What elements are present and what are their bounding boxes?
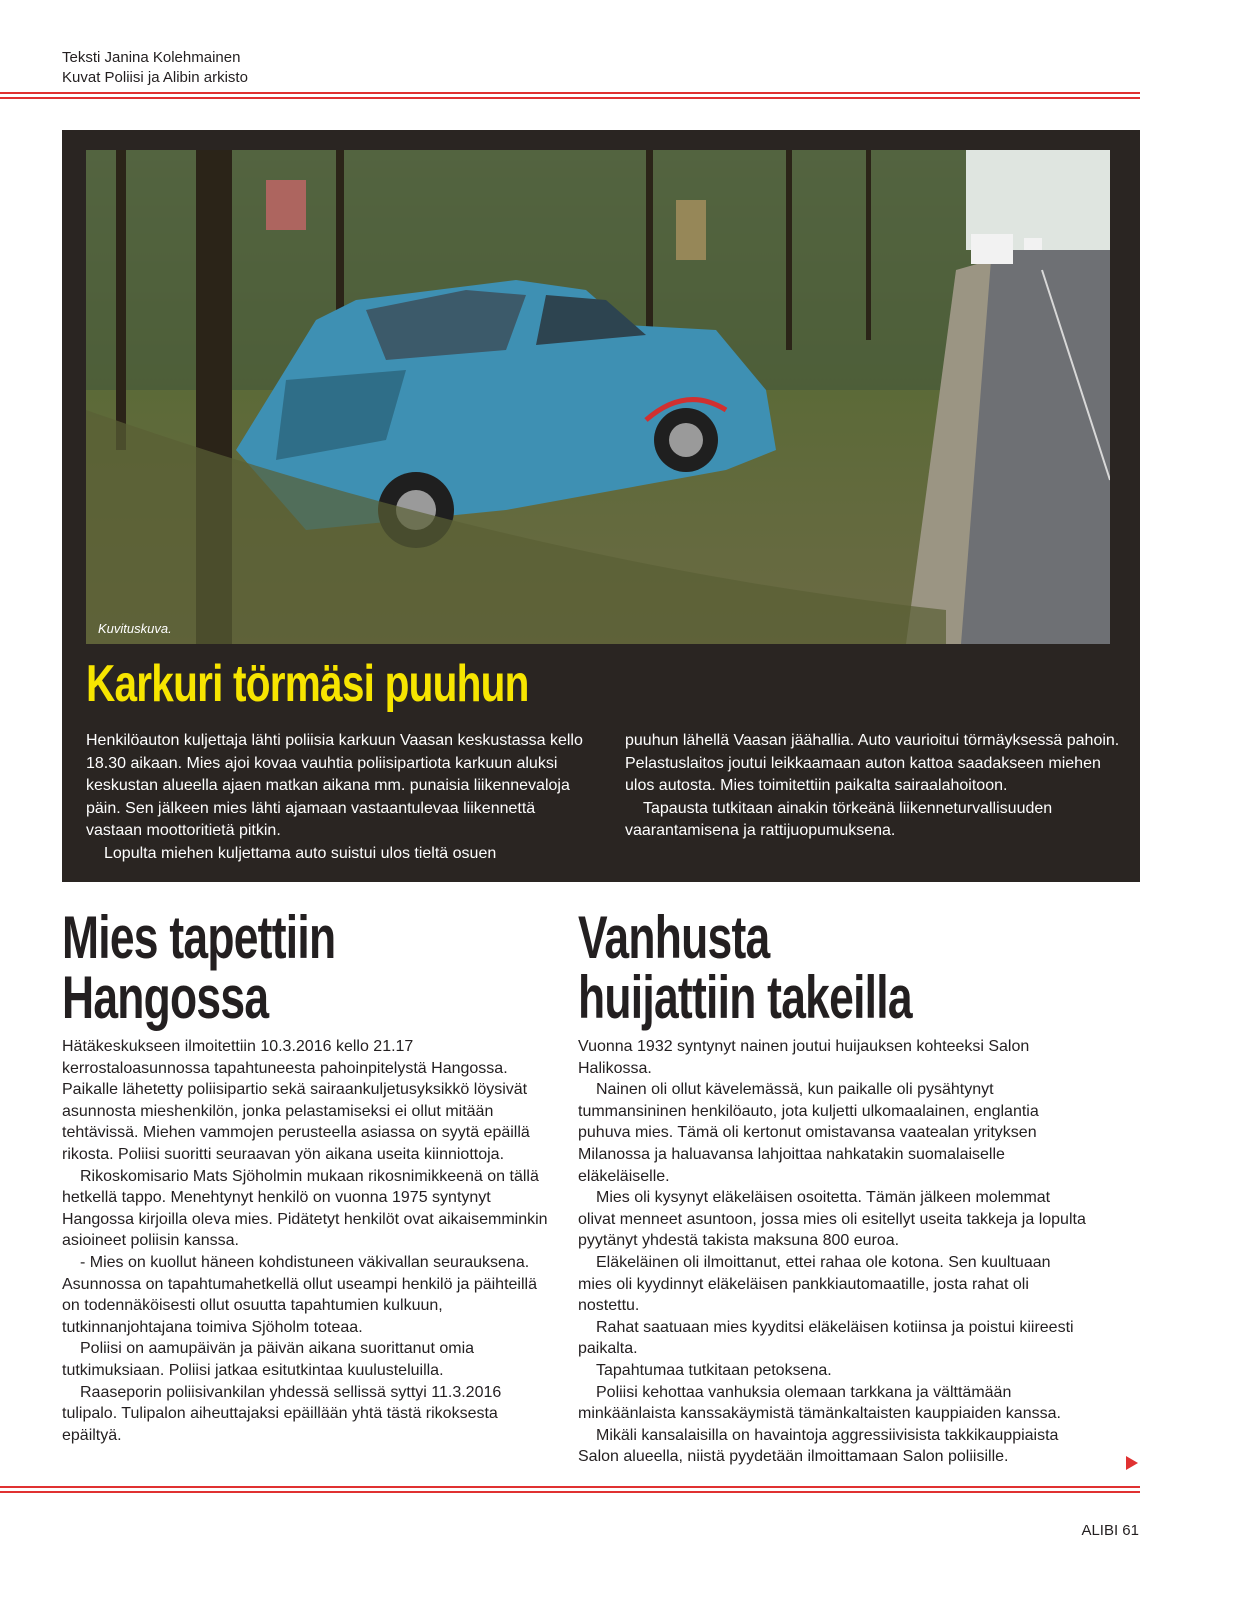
article-paragraph: Raaseporin poliisivankilan yhdessä sellissä syttyi 11.3.2016 tulipalo. Tulipalon aiheuttajaksi epäillään yhtä tästä rikoksesta epäiltyä. <box>62 1383 502 1444</box>
article-coat-scam <box>578 904 1088 1468</box>
article-paragraph: - Mies on kuollut häneen kohdistuneen väkivallan seurauksena. Asunnossa on tapahtumahetkellä ollut useampi henkilö ja päihteillä on todennäköisesti ollut osuutta tapahtumien kulkuun, tutkinnanjohtajana toimiva Sjöholm toteaa. <box>62 1253 537 1336</box>
headline-line: Mies tapettiin <box>62 904 336 971</box>
article-paragraph: Nainen oli ollut kävelemässä, kun paikalle oli pysähtynyt tummansininen henkilöauto, jota kuljetti ulkomaalainen, englantia puhuva mies. Tämä oli kertonut omistavansa vaatealan yrityksen Milanossa ja haluavansa lahjoittaa nahkatakin suomalaiselle eläkeläiselle. <box>578 1081 1039 1185</box>
page-folio: ALIBI 61 <box>1081 1522 1139 1539</box>
headline-line: Vanhusta <box>578 904 770 971</box>
top-rule <box>0 92 1140 100</box>
feature-column-1 <box>86 730 590 865</box>
article-paragraph: Eläkeläinen oli ilmoittanut, ettei rahaa ole kotona. Sen kuultuaan mies oli kyydinnyt eläkeläisen pankkiautomaatille, josta rahat oli nostettu. <box>578 1253 1051 1315</box>
article-murder-hanko <box>62 904 552 1446</box>
article-paragraph: Rahat saatuaan mies kyyditsi eläkeläisen kotiinsa ja poistui kiireesti paikalta. <box>578 1318 1074 1358</box>
byline-text: Teksti Janina Kolehmainen <box>62 49 241 66</box>
feature-photo <box>86 150 1110 644</box>
feature-headline: Karkuri törmäsi puuhun <box>86 655 529 713</box>
article-paragraph: Poliisi kehottaa vanhuksia olemaan tarkkana ja välttämään minkäänlaista kanssakäymistä tämänkaltaisten kauppiaiden kanssa. <box>578 1383 1061 1423</box>
article-paragraph: Mies oli kysynyt eläkeläisen osoitetta. Tämän jälkeen molemmat olivat menneet asuntoon, jossa mies oli esitellyt useita takkeja ja lopulta pyytänyt yhdestä takista maksuna 800 euroa. <box>578 1189 1086 1250</box>
byline-photos: Kuvat Poliisi ja Alibin arkisto <box>62 69 248 86</box>
article-paragraph: Mikäli kansalaisilla on havaintoja aggressiivisista takkikauppiaista Salon alueella, niistä pyydetään ilmoittamaan Salon poliisille. <box>578 1426 1059 1466</box>
article-right-headline <box>578 904 955 1036</box>
end-of-article-triangle-icon <box>1126 1456 1138 1470</box>
crashed-car-photo <box>86 150 1110 644</box>
article-paragraph: Hätäkeskukseen ilmoitettiin 10.3.2016 kello 21.17 kerrostaloasunnossa tapahtuneesta pahoinpitelystä Hangossa. Paikalle lähetetty poliisipartio sekä sairaankuljetusyksikkö löysivät asunnosta mieshenkilön, jonka pelastamiseksi ei ollut mitään tehtävissä. Miehen vammojen perusteella asiassa on syytä epäillä rikosta. Poliisi suoritti seuraavan yön aikana useita kiinniottoja. <box>62 1038 530 1163</box>
feature-col2-paragraph: Tapausta tutkitaan ainakin törkeänä liikenneturvallisuuden vaarantamisena ja rattijuopumuksena. <box>625 799 1053 839</box>
article-paragraph: Tapahtumaa tutkitaan petoksena. <box>596 1361 832 1379</box>
article-paragraph: Rikoskomisario Mats Sjöholmin mukaan rikosnimikkeenä on tällä hetkellä tappo. Menehtynyt henkilö on vuonna 1975 syntynyt Hangossa kirjoilla oleva mies. Pidätetyt henkilöt ovat aikaisemminkin asioineet poliisin kanssa. <box>62 1167 548 1250</box>
article-left-body <box>62 1036 552 1446</box>
bottom-rule <box>0 1486 1140 1494</box>
article-right-body <box>578 1036 1088 1468</box>
feature-col1-paragraph: Lopulta miehen kuljettama auto suistui ulos tieltä osuen <box>104 844 497 862</box>
headline-line: Hangossa <box>62 964 269 1031</box>
article-left-headline <box>62 904 425 1036</box>
feature-panel <box>62 130 1140 882</box>
article-paragraph: Vuonna 1932 syntynyt nainen joutui huijauksen kohteeksi Salon Halikossa. <box>578 1038 1030 1077</box>
photo-caption: Kuvituskuva. <box>98 621 172 636</box>
feature-col2-paragraph: puuhun lähellä Vaasan jäähallia. Auto vaurioitui törmäyksessä pahoin. Pelastuslaitos joutui leikkaamaan auton kattoa saadakseen miehen ulos autosta. Mies toimitettiin paikalta sairaalahoitoon. <box>625 732 1120 794</box>
article-paragraph: Poliisi on aamupäivän ja päivän aikana suorittanut omia tutkimuksiaan. Poliisi jatkaa esitutkintaa kuulusteluilla. <box>62 1340 475 1379</box>
feature-col1-paragraph: Henkilöauton kuljettaja lähti poliisia karkuun Vaasan keskustassa kello 18.30 aikaan. Mies ajoi kovaa vauhtia poliisipartiota karkuun aluksi keskustan alueella ajaen matkan aikana mm. punaisia liikennevaloja päin. Sen jälkeen mies lähti ajamaan vastaantulevaa liikennettä vastaan moottoritietä pitkin. <box>86 732 583 839</box>
byline <box>62 48 248 88</box>
feature-column-2 <box>625 730 1129 843</box>
headline-line: huijattiin takeilla <box>578 964 912 1031</box>
